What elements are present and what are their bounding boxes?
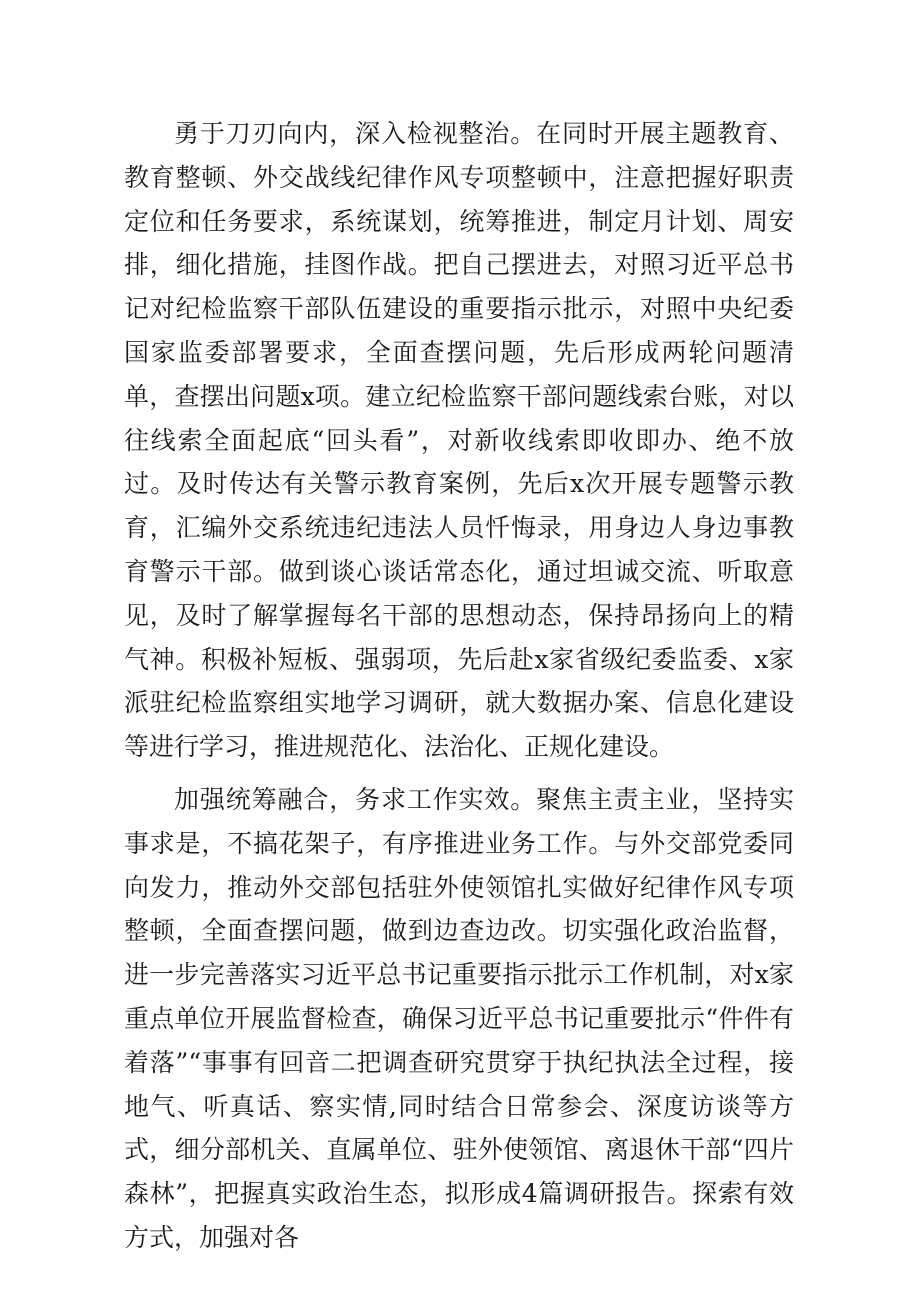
- paragraph-1: 勇于刀刃向内，深入检视整治。在同时开展主题教育、教育整顿、外交战线纪律作风专项整顿中，注意把握好职责定位和任务要求，系统谋划，统筹推进，制定月计划、周安排，细化措施，挂图作战。把自己摆进去，对照习近平总书记对纪检监察干部队伍建设的重要指示批示，对照中央纪委国家监委部署要求，全面查摆问题，先后形成两轮问题清单，查摆出问题x项。建立纪检监察干部问题线索台账，对以往线索全面起底“回头看”，对新收线索即收即办、绝不放过。及时传达有关警示教育案例，先后x次开展专题警示教育，汇编外交系统违纪违法人员忏悔录，用身边人身边事教育警示干部。做到谈心谈话常态化，通过坦诚交流、听取意见，及时了解掌握每名干部的思想动态，保持昂扬向上的精气神。积极补短板、强弱项，先后赴x家省级纪委监委、x家派驻纪检监察组实地学习调研，就大数据办案、信息化建设等进行学习，推进规范化、法治化、正规化建设。: [124, 119, 794, 762]
- document-body: [124, 112, 794, 1260]
- paragraph-2: 加强统筹融合，务求工作实效。聚焦主责主业，坚持实事求是，不搞花架子，有序推进业务工作。与外交部党委同向发力，推动外交部包括驻外使领馆扎实做好纪律作风专项整顿，全面查摆问题，做到边查边改。切实强化政治监督，进一步完善落实习近平总书记重要指示批示工作机制，对x家重点单位开展监督检查，确保习近平总书记重要批示“件件有着落”“事事有回音二把调查研究贯穿于执纪执法全过程，接地气、听真话、察实情,同时结合日常参会、深度访谈等方式，细分部机关、直属单位、驻外使领馆、离退休干部“四片森林”，把握真实政治生态，拟形成4篇调研报告。探索有效方式，加强对各: [124, 784, 794, 1252]
